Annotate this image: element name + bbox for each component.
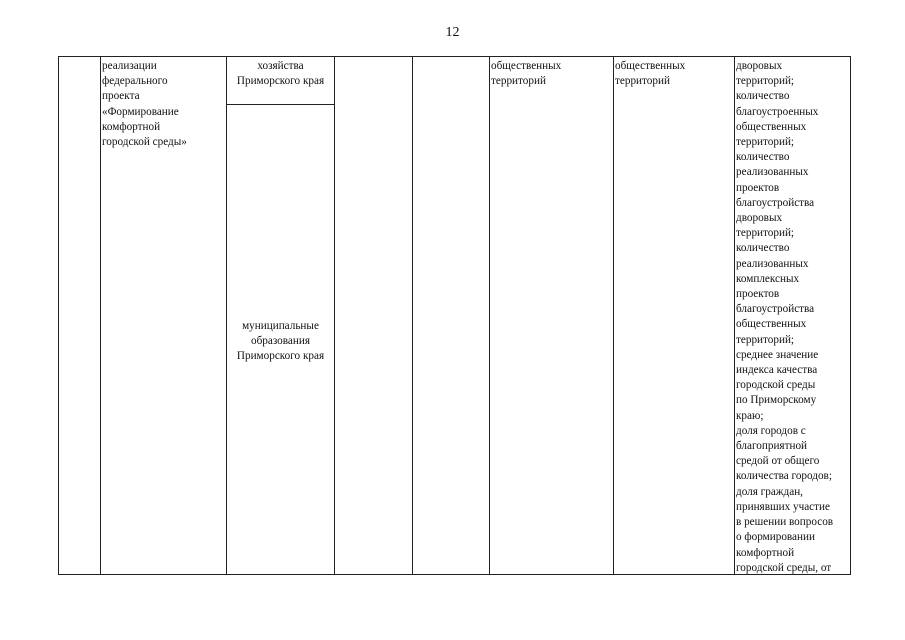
page-number: 12 [445, 25, 460, 40]
participant-top-cell: хозяйства Приморского края [236, 60, 325, 88]
table-column-indicators [735, 57, 850, 574]
table-column-name [101, 57, 227, 574]
cell-divider [227, 104, 334, 105]
indicators-cell: дворовых территорий; количество благоустроенных общественных территорий; количество реализованных проектов благоустройства дворовых территорий; количество реализованных комплексных проектов благоустройства общественных территорий; среднее значение индекса качества городской среды по Приморскому краю; доля городов с благоприятной средой от общего количества городов; доля граждан, принявших участие в решении вопросов о формировании комфортной городской среды, от [736, 60, 834, 574]
participant-bottom-cell: муниципальные образования Приморского края [236, 320, 325, 363]
result-1-cell: общественных территорий [491, 60, 562, 88]
project-name-cell: реализации федерального проекта «Формирование комфортной городской среды» [102, 60, 187, 149]
table-column-result-1 [490, 57, 614, 574]
table-column-number [59, 57, 101, 574]
program-table [58, 56, 851, 575]
result-2-cell: общественных территорий [615, 60, 686, 88]
table-column-end [413, 57, 490, 574]
table-column-participant [227, 57, 335, 574]
table-column-result-2 [614, 57, 735, 574]
table-column-start [335, 57, 413, 574]
